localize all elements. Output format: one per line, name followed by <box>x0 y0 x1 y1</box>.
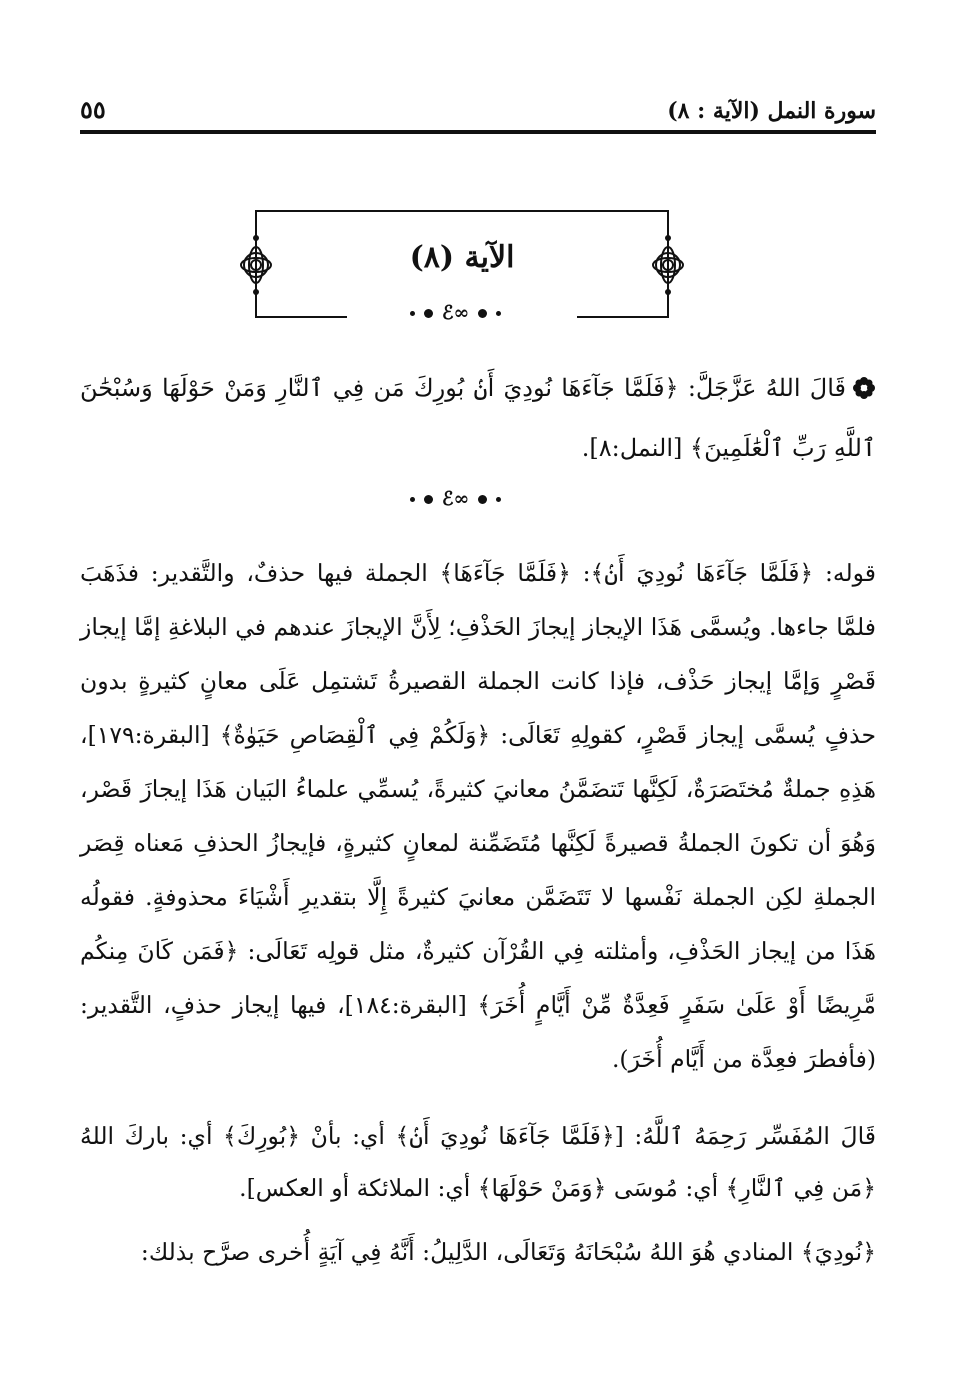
running-title: سورة النمل (الآية : ٨) <box>667 98 876 124</box>
section-title: الآية (٨) <box>409 240 515 275</box>
paragraph-text: ﴿نُودِيَ﴾ المنادي هُوَ اللهُ سُبْحَانَهُ وَتَعَالَى، الدَّلِيلُ: أَنَّهُ فِي آيَةٍ أُخرى صرَّح بذلك: <box>140 1238 876 1266</box>
page-number: ٥٥ <box>80 95 106 124</box>
swirl-divider-icon: ℰ∞ <box>410 304 501 323</box>
verse-block <box>80 358 876 478</box>
running-header <box>80 78 876 134</box>
verse-text: قَالَ اللهُ عَزَّجَلَّ: ﴿فَلَمَّا جَآءَهَا نُودِيَ أَنۢ بُورِكَ مَن فِي ٱلنَّارِ وَمَنْ حَوْلَهَا وَسُبْحَٰنَ ٱللَّهِ رَبِّ ٱلْعَٰلَمِينَ﴾ [النمل:٨]. <box>80 374 876 462</box>
commentary-paragraph <box>80 546 876 1086</box>
paragraph-text: قوله: ﴿فَلَمَّا جَآءَهَا نُودِيَ أَنۢ﴾: ﴿فَلَمَّا جَآءَهَا﴾ الجملة فيها حذفٌ، والتَّقدير: فذَهَبَ فلمَّا جاءها. ويُسمَّى هَذَا الإيجاز إيجازَ الحَذْفِ؛ لِأَنَّ الإيجازَ عندهم في البلاغةِ إمَّا إيجاز قَصْرٍ وَإمَّا إيجاز حَذْف، فإذا كانت الجملة القصيرةُ تَشتمِل عَلَى معانٍ كثيرةٍ بدون حذفٍ يُسمَّى إيجاز قَصْرٍ، كقولِهِ تَعَالَى: ﴿وَلَكُمْ فِي ٱلْقِصَاصِ حَيَوٰةٌ﴾ [البقرة:١٧٩]، هَذِهِ جملةٌ مُختَصَرَةٌ، لَكِنَّها تَتضَمَّنُ معانيَ كثيرةً، يُسمِّي علماءُ البَيان هَذَا إيجازَ قَصْر، وَهُوَ أن تكونَ الجملةُ قصيرةً لَكِنَّها مُتَضَمِّنة لمعانٍ كثيرةٍ، فإيجازُ الحذفِ مَعناه قِصَر الجملةِ لكِن الجملة نَفْسها لا تَتَضَمَّن معانيَ كثيرةً إِلَّا بتقديرِ أَشْيَاءَ محذوفةٍ. فقولُه هَذَا من إيجاز الحَذْفِ، وأمثلته فِي القُرْآن كثيرةٌ، مثل قولِه تَعَالَى: ﴿فَمَن كَانَ مِنكُم مَّرِيضًا أَوْ عَلَىٰ سَفَرٍ فَعِدَّةٌ مِّنْ أَيَّامٍ أُخَرَ﴾ [البقرة:١٨٤]، فيها إيجاز حذفٍ، التَّقدير: (فأفطرَ فعِدَّة من أَيَّام أُخَرَ). <box>80 559 876 1073</box>
commentary-paragraph <box>80 1226 876 1278</box>
paragraph-text: قَالَ المُفَسِّر رَحِمَهُ ٱللَّهُ: [﴿فَلَمَّا جَآءَهَا نُودِيَ أَنۢ﴾ أي: بأنْ ﴿بُورِكَ﴾ أي: باركَ اللهُ ﴿مَن فِي ٱلنَّارِ﴾ أي: مُوسَى ﴿وَمَنْ حَوْلَهَا﴾ أي: الملائكة أو العكس]. <box>80 1122 876 1202</box>
rosette-icon <box>852 376 876 400</box>
commentary-paragraph <box>80 1110 876 1214</box>
frame-line <box>255 210 669 238</box>
swirl-divider-icon: ℰ∞ <box>410 490 501 509</box>
